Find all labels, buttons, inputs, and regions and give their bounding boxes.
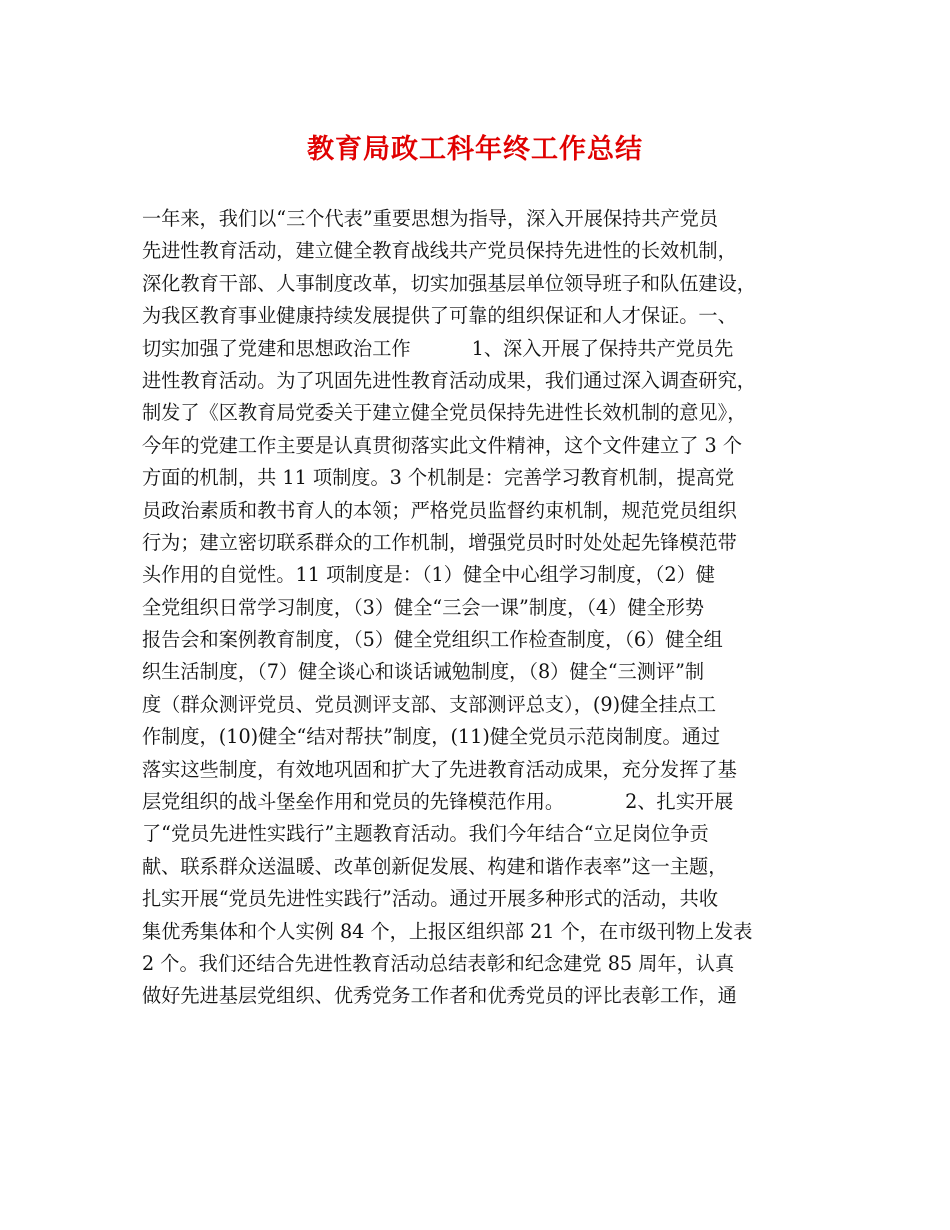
body-line: 做好先进基层党组织、优秀党务工作者和优秀党员的评比表彰工作，通 (142, 984, 737, 1008)
body-line: 报告会和案例教育制度，（5）健全党组织工作检查制度，（6）健全组 (142, 628, 723, 652)
body-line: 全党组织日常学习制度，（3）健全“三会一课”制度，（4）健全形势 (142, 595, 705, 619)
body-line: 制发了《区教育局党委关于建立健全党员保持先进性长效机制的意见》， (142, 401, 747, 425)
body-line: 方面的机制，共 11 项制度。3 个机制是：完善学习教育机制，提高党 (142, 466, 735, 490)
body-line: 度（群众测评党员、党员测评支部、支部测评总支），(9)健全挂点工 (142, 692, 717, 716)
body-line: 一年来，我们以“三个代表”重要思想为指导，深入开展保持共产党员 (142, 207, 719, 230)
body-line: 进性教育活动。为了巩固先进性教育活动成果，我们通过深入调查研究， (142, 368, 756, 392)
body-line: 织生活制度，（7）健全谈心和谈话诫勉制度，（8）健全“三测评”制 (142, 660, 705, 684)
body-line: 今年的党建工作主要是认真贯彻落实此文件精神，这个文件建立了 3 个 (142, 433, 743, 457)
body-line: 行为；建立密切联系群众的工作机制，增强党员时时处处起先锋模范带 (142, 530, 737, 554)
body-line: 深化教育干部、人事制度改革，切实加强基层单位领导班子和队伍建设， (142, 271, 756, 295)
document-body (142, 203, 822, 1013)
body-line: 落实这些制度，有效地巩固和扩大了先进教育活动成果，充分发挥了基 (142, 757, 737, 781)
body-line: 头作用的自觉性。11 项制度是：（1）健全中心组学习制度，（2）健 (142, 563, 715, 587)
body-line: 集优秀集体和个人实例 84 个，上报区组织部 21 个，在市级刊物上发表 (142, 919, 753, 943)
body-line: 作制度，(10)健全“结对帮扶”制度，(11)健全党员示范岗制度。通过 (142, 725, 721, 749)
body-line: 了“党员先进性实践行”主题教育活动。我们今年结合“立足岗位争贡 (142, 822, 709, 846)
body-line: 为我区教育事业健康持续发展提供了可靠的组织保证和人才保证。一、 (142, 304, 737, 328)
body-line: 扎实开展“党员先进性实践行”活动。通过开展多种形式的活动，共收 (142, 887, 719, 911)
body-line: 层党组织的战斗堡垒作用和党员的先锋模范作用。 2、扎实开展 (142, 790, 734, 814)
body-line: 献、联系群众送温暖、改革创新促发展、构建和谐作表率”这一主题， (142, 854, 728, 878)
body-line: 先进性教育活动，建立健全教育战线共产党员保持先进性的长效机制， (142, 239, 737, 263)
body-line: 切实加强了党建和思想政治工作 1、深入开展了保持共产党员先 (142, 336, 734, 360)
body-line: 2 个。我们还结合先进性教育活动总结表彰和纪念建党 85 周年，认真 (142, 951, 735, 975)
body-line: 员政治素质和教书育人的本领；严格党员监督约束机制，规范党员组织 (142, 498, 737, 522)
document-title: 教育局政工科年终工作总结 (307, 134, 643, 165)
